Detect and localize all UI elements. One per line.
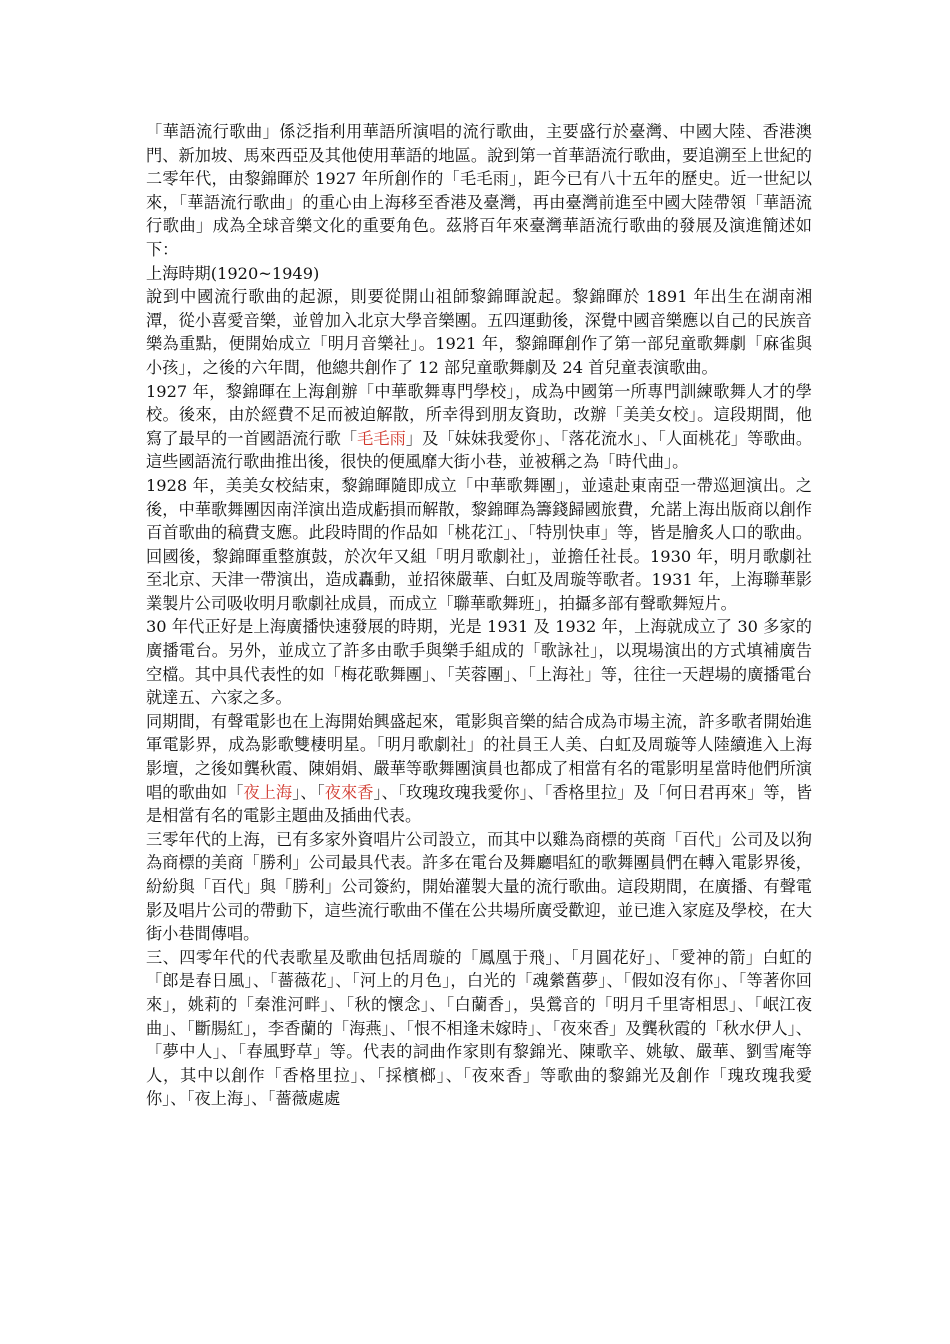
paragraph: [146, 120, 812, 262]
text-run: 三零年代的上海，已有多家外資唱片公司設立，而其中以雞為商標的英商「百代」公司及以狗為商標的美商「勝利」公司最具代表。許多在電台及舞廳唱紅的歌舞團員們在轉入電影界後，紛紛與「百代」與「勝利」公司簽約，開始灌製大量的流行歌曲。這段期間，在廣播、有聲電影及唱片公司的帶動下，這些流行歌曲不僅在公共場所廣受歡迎，並已進入家庭及學校，在大街小巷間傳唱。: [146, 829, 812, 944]
text-run: 1928 年，美美女校結束，黎錦暉隨即成立「中華歌舞團」，並遠赴東南亞一帶巡迴演出。之後，中華歌舞團因南洋演出造成虧損而解散，黎錦暉為籌錢歸國旅費，允諾上海出版商以創作百首歌曲的稿費支應。此段時間的作品如「桃花江」、「特別快車」等，皆是膾炙人口的歌曲。回國後，黎錦暉重整旗鼓，於次年又組「明月歌劇社」，並擔任社長。1930 年，明月歌劇社至北京、天津一帶演出，造成轟動，並招徠嚴華、白虹及周璇等歌者。1931 年，上海聯華影業製片公司吸收明月歌劇社成員，而成立「聯華歌舞班」，拍攝多部有聲歌舞短片。: [146, 475, 812, 613]
text-run: 三、四零年代的代表歌星及歌曲包括周璇的「鳳凰于飛」、「月圓花好」、「愛神的箭」白虹的「郎是春日風」、「薔薇花」、「河上的月色」，白光的「魂縈舊夢」、「假如沒有你」、「等著你回來」，姚莉的「秦淮河畔」、「秋的懷念」、「白蘭香」，吳鶯音的「明月千里寄相思」、「岷江夜曲」、「斷腸紅」，李香蘭的「海燕」、「恨不相逢未嫁時」、「夜來香」及龔秋霞的「秋水伊人」、「夢中人」、「春風野草」等。代表的詞曲作家則有黎錦光、陳歌辛、姚敏、嚴華、劉雪庵等人，其中以創作「香格里拉」、「採檳榔」、「夜來香」等歌曲的黎錦光及創作「瑰玫瑰我愛你」、「夜上海」、「薔薇處處: [146, 947, 812, 1109]
highlighted-song-title: 夜來香: [324, 782, 374, 802]
text-run: 30 年代正好是上海廣播快速發展的時期，光是 1931 及 1932 年，上海就成立了 30 多家的廣播電台。另外，並成立了許多由歌手與樂手組成的「歌詠社」，以現場演出的方式填補廣告空檔。其中具代表性的如「梅花歌舞團」、「芙蓉團」、「上海社」等，往往一天趕場的廣播電台就達五、六家之多。: [146, 617, 812, 708]
text-run: 」、「玫瑰玫瑰我愛你」、「香格里拉」及「何日君再來」等，皆是相當有名的電影主題曲及插曲代表。: [146, 782, 813, 826]
paragraph: [146, 380, 812, 474]
paragraph: [146, 615, 812, 709]
text-run: 」及「妹妹我愛你」、「落花流水」、「人面桃花」等歌曲。這些國語流行歌曲推出後，很快的便風靡大街小巷，並被稱之為「時代曲」。: [146, 428, 813, 472]
text-run: 同期間，有聲電影也在上海開始興盛起來，電影與音樂的結合成為市場主流，許多歌者開始進軍電影界，成為影歌雙棲明星。「明月歌劇社」的社員王人美、白虹及周璇等人陸續進入上海影壇，之後如龔秋霞、陳娟娟、嚴華等歌舞團演員也都成了相當有名的電影明星當時他們所演唱的歌曲如「: [146, 711, 812, 802]
paragraph: [146, 946, 812, 1111]
paragraph: [146, 285, 812, 379]
paragraph: [146, 474, 812, 616]
highlighted-song-title: 夜上海: [243, 782, 293, 802]
text-run: 「華語流行歌曲」係泛指利用華語所演唱的流行歌曲，主要盛行於臺灣、中國大陸、香港澳門、新加坡、馬來西亞及其他使用華語的地區。說到第一首華語流行歌曲，要追溯至上世紀的二零年代，由黎錦暉於 1927 年所創作的「毛毛雨」，距今已有八十五年的歷史。近一世紀以來，「華語流行歌曲」的重心由上海移至香港及臺灣，再由臺灣前進至中國大陸帶領「華語流行歌曲」成為全球音樂文化的重要角色。茲將百年來臺灣華語流行歌曲的發展及演進簡述如下：: [146, 122, 812, 259]
text-run: 上海時期(1920~1949): [146, 263, 320, 283]
document-body: [146, 120, 812, 1111]
text-run: 說到中國流行歌曲的起源，則要從開山祖師黎錦暉說起。黎錦暉於 1891 年出生在湖南湘潭，從小喜愛音樂，並曾加入北京大學音樂團。五四運動後，深覺中國音樂應以自己的民族音樂為重點，便開始成立「明月音樂社」。1921 年，黎錦暉創作了第一部兒童歌舞劇「麻雀與小孩」，之後的六年間，他總共創作了 12 部兒童歌舞劇及 24 首兒童表演歌曲。: [146, 287, 812, 377]
section-heading: [146, 262, 812, 286]
highlighted-song-title: 毛毛雨: [357, 428, 406, 448]
text-run: 」、「: [292, 782, 325, 802]
paragraph: [146, 710, 812, 828]
paragraph: [146, 828, 812, 946]
text-run: 1927 年，黎錦暉在上海創辦「中華歌舞專門學校」，成為中國第一所專門訓練歌舞人才的學校。後來，由於經費不足而被迫解散，所幸得到朋友資助，改辦「美美女校」。這段期間，他寫了最早的一首國語流行歌「: [146, 381, 812, 448]
